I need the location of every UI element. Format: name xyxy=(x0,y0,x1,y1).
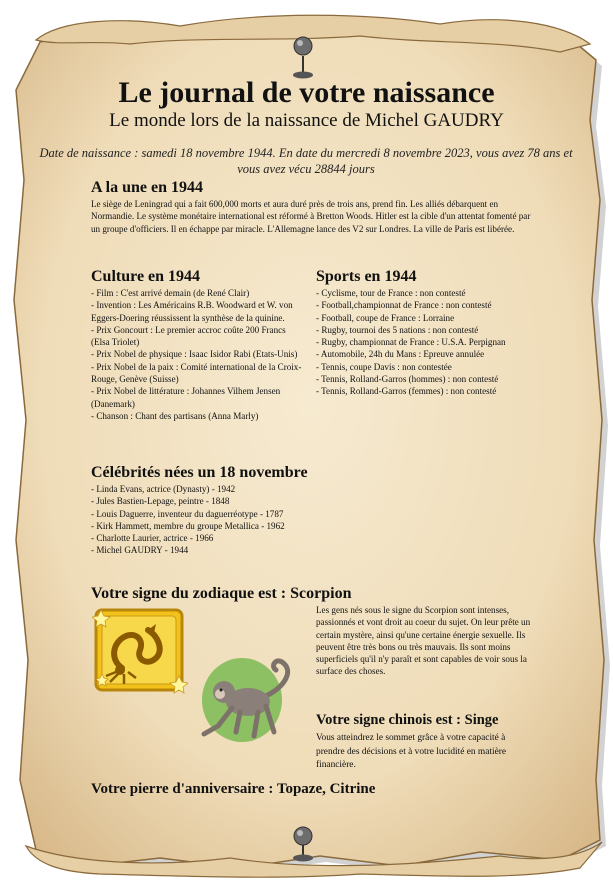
zodiac-heading-wrap xyxy=(91,584,531,604)
list-item: - Prix Nobel de littérature : Johannes Vilhem Jensen (Danemark) xyxy=(91,385,303,410)
list-item: - Automobile, 24h du Mans : Epreuve annulée xyxy=(316,348,546,360)
section-celebrities xyxy=(91,463,391,557)
zodiac-heading: Votre signe du zodiaque est : Scorpion xyxy=(91,585,352,602)
scorpion-icon xyxy=(92,606,188,694)
birth-date-summary: Date de naissance : samedi 18 novembre 1944. En date du mercredi 8 novembre 2023, vous avez 78 ans et vous avez vécu 28844 jours xyxy=(39,146,573,176)
page-subtitle: Le monde lors de la naissance de Michel GAUDRY xyxy=(109,110,504,131)
list-item: - Film : C'est arrivé demain (de René Clair) xyxy=(91,287,303,299)
list-item: - Chanson : Chant des partisans (Anna Marly) xyxy=(91,410,303,422)
list-item: - Kirk Hammett, membre du groupe Metallica - 1962 xyxy=(91,520,391,532)
section-sports xyxy=(316,267,546,398)
celebrities-heading: Célébrités nées un 18 novembre xyxy=(91,464,308,481)
list-item: - Louis Daguerre, inventeur du daguerréotype - 1787 xyxy=(91,508,391,520)
list-item: - Prix Nobel de la paix : Comité international de la Croix-Rouge, Genève (Suisse) xyxy=(91,361,303,386)
sports-heading: Sports en 1944 xyxy=(316,268,417,285)
list-item: - Invention : Les Américains R.B. Woodward et W. von Eggers-Doering réussissent la synthèse de la quinine. xyxy=(91,299,303,324)
chinese-text: Vous atteindrez le sommet grâce à votre capacité à prendre des décisions et à votre lucidité en matière financière. xyxy=(316,733,507,770)
section-chinese xyxy=(316,710,546,773)
list-item: - Rugby, tournoi des 5 nations : non contesté xyxy=(316,324,546,336)
list-item: - Linda Evans, actrice (Dynasty) - 1942 xyxy=(91,483,391,495)
list-item: - Tennis, Rolland-Garros (hommes) : non contesté xyxy=(316,373,546,385)
culture-heading: Culture en 1944 xyxy=(91,268,201,285)
culture-list xyxy=(91,287,303,422)
celebrities-list xyxy=(91,483,391,557)
list-item: - Football,championnat de France : non contesté xyxy=(316,299,546,311)
section-culture xyxy=(91,267,303,422)
chinese-heading: Votre signe chinois est : Singe xyxy=(316,712,499,728)
une-heading: A la une en 1944 xyxy=(91,179,204,196)
une-text: Le siège de Leningrad qui a fait 600,000 morts et aura duré près de trois ans, prend fin. Les alliés débarquent en Normandie. Le système monétaire international est réformé à Bretton Woods. Hitler est la cible d'un attentat fomenté par un groupe d'officiers. Il en échappe par miracle. L'Allemagne lance des V2 sur Londres. La ville de Paris est libérée. xyxy=(91,199,531,234)
list-item: - Cyclisme, tour de France : non contesté xyxy=(316,287,546,299)
list-item: - Michel GAUDRY - 1944 xyxy=(91,544,391,556)
list-item: - Charlotte Laurier, actrice - 1966 xyxy=(91,532,391,544)
list-item: - Prix Nobel de physique : Isaac Isidor Rabi (Etats-Unis) xyxy=(91,348,303,360)
list-item: - Jules Bastien-Lepage, peintre - 1848 xyxy=(91,495,391,507)
zodiac-text: Les gens nés sous le signe du Scorpion sont intenses, passionnés et vont droit au coeur du sujet. On leur prête un certain mystère, ainsi qu'une certaine énergie sexuelle. Ils peuvent être très bons ou très mauvais. Ils sont moins superficiels qu'il n'y paraît et sont capables de voir sous la surface des choses. xyxy=(316,605,531,677)
section-birthstone xyxy=(91,779,531,799)
list-item: - Rugby, championnat de France : U.S.A. Perpignan xyxy=(316,336,546,348)
page-title: Le journal de votre naissance xyxy=(118,76,495,109)
monkey-icon xyxy=(196,656,296,742)
list-item: - Tennis, coupe Davis : non contestée xyxy=(316,361,546,373)
birthstone-heading: Votre pierre d'anniversaire : Topaze, Citrine xyxy=(91,781,376,797)
list-item: - Tennis, Rolland-Garros (femmes) : non contesté xyxy=(316,385,546,397)
section-une xyxy=(91,178,531,235)
list-item: - Football, coupe de France : Lorraine xyxy=(316,312,546,324)
list-item: - Prix Goncourt : Le premier accroc coûte 200 Francs (Elsa Triolet) xyxy=(91,324,303,349)
sports-list xyxy=(316,287,546,398)
